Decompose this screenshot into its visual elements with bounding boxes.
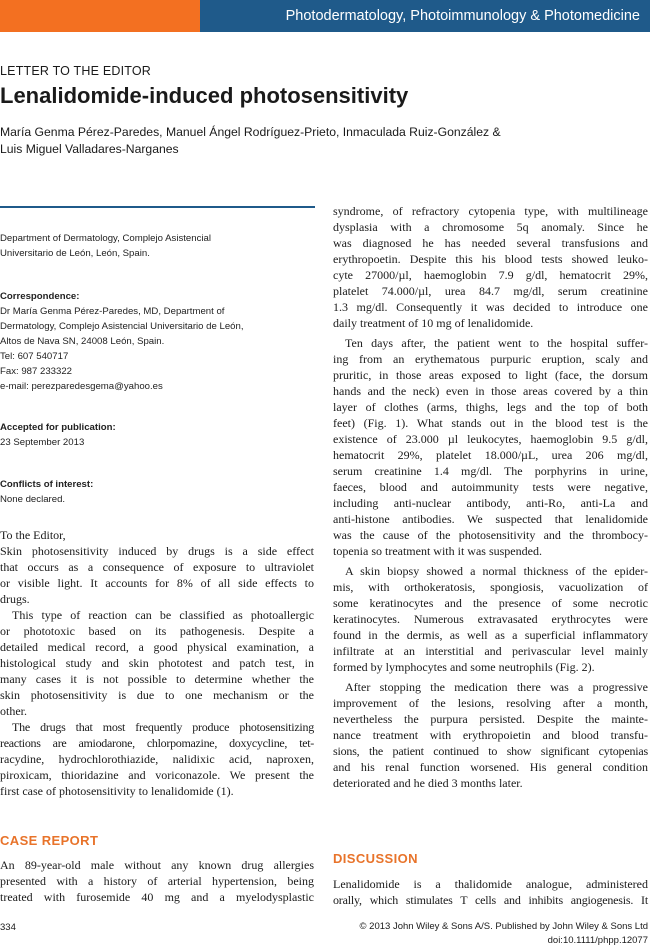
- body-line: After stopping the medication there was a progressive: [345, 680, 648, 694]
- body-line: detailed medical record, a good physical examination, a: [0, 640, 314, 654]
- body-line: sions, the patient continued to show significant cytopenias: [333, 744, 648, 758]
- salutation: To the Editor,: [0, 528, 66, 542]
- left-column: [0, 527, 314, 799]
- body-line: reactions are amiodarone, chlorpomazine, doxycycline, tet-: [0, 736, 314, 750]
- body-line: dysplasia with a chromosome 5q anomaly. Since he: [333, 220, 648, 234]
- body-line: was diagnosed he has needed several transfusions and: [333, 236, 648, 250]
- body-line: orally, which stimulates T cells and inhibits angiogenesis. It: [333, 893, 648, 907]
- correspondence-line: Dr María Genma Pérez-Paredes, MD, Department of: [0, 306, 225, 317]
- author-list: [0, 124, 600, 157]
- body-line: nevertheless the purpura persisted. Despite the mainte-: [333, 712, 648, 726]
- header-accent-bar: [0, 0, 200, 32]
- correspondence: [0, 289, 300, 394]
- correspondence-fax: Fax: 987 233322: [0, 366, 73, 377]
- article-type: LETTER TO THE EDITOR: [0, 64, 152, 78]
- body-line: treated with furosemide 40 mg and a myelodysplastic: [0, 890, 314, 904]
- case-report-heading: CASE REPORT: [0, 833, 99, 848]
- body-line: This type of reaction can be classified as photoallergic: [12, 608, 314, 622]
- copyright-notice: © 2013 John Wiley & Sons A/S. Published by John Wiley & Sons Ltd: [359, 921, 648, 932]
- doi: doi:10.1111/phpp.12077: [547, 935, 648, 946]
- body-line: existence of 23.000 µl leukocytes, haemoglobin 9.5 g/dl,: [333, 432, 648, 446]
- discussion-heading: DISCUSSION: [333, 851, 418, 866]
- body-line: racydine, hydrochlorothiazide, nalidixic acid, naproxen,: [0, 752, 314, 766]
- body-line: platelet 74.000/µl, urea 84.7 mg/dl, serum creatinine: [333, 284, 648, 298]
- correspondence-phone: Tel: 607 540717: [0, 351, 69, 362]
- accepted-date: 23 September 2013: [0, 437, 85, 448]
- body-line: many cases it is not possible to determine whether the: [0, 672, 314, 686]
- body-line: cyte 27000/µl, haemoglobin 7.9 g/dl, hematocrit 29%,: [333, 268, 648, 282]
- conflicts-heading: Conflicts of interest:: [0, 479, 94, 490]
- conflicts-info: [0, 477, 300, 507]
- accepted-info: [0, 420, 300, 450]
- body-line: improvement of the lesions, resolving after a month,: [333, 696, 648, 710]
- body-line: Skin photosensitivity induced by drugs is a side effect: [0, 544, 314, 558]
- case-report-text: [0, 857, 314, 905]
- body-line: histological study and skin phototest and patch test, in: [0, 656, 314, 670]
- affiliation-line: Universitario de León, León, Spain.: [0, 248, 150, 259]
- body-line: layer of clothes (arms, thighs, legs and the top of both: [333, 400, 648, 414]
- body-line: syndrome, of refractory cytopenia type, with multilineage: [333, 204, 648, 218]
- correspondence-email: e-mail: perezparedesgema@yahoo.es: [0, 381, 163, 392]
- body-line: mis, with orthokeratosis, spongiosis, vacuolization of: [333, 580, 648, 594]
- body-line: infiltrate at an interstitial and perivascular level mainly: [333, 644, 648, 658]
- body-line: formed by lymphocytes and some neutrophils (Fig. 2).: [333, 660, 595, 674]
- body-line: serum creatinine 1.4 mg/dl. The porphyrins in urine,: [333, 464, 648, 478]
- body-line: including anti-nuclear antibody, anti-Ro, anti-La and: [333, 496, 648, 510]
- page-number: 334: [0, 922, 16, 933]
- body-line: pruritic, in those areas exposed to light (face, the dorsum: [333, 368, 648, 382]
- body-line: hands and the neck) even in those areas covered by a thin: [333, 384, 648, 398]
- article-title: Lenalidomide-induced photosensitivity: [0, 83, 409, 108]
- body-line: other.: [0, 704, 27, 718]
- body-line: nance treatment with erythropoietin and blood transfu-: [333, 728, 648, 742]
- body-line: daily treatment of 10 mg of lenalidomide.: [333, 316, 534, 330]
- body-line: faeces, blood and autoimmunity tests were negative,: [333, 480, 648, 494]
- correspondence-line: Altos de Nava SN, 24008 León, Spain.: [0, 336, 165, 347]
- body-line: or phototoxic based on its pathogenesis. Despite a: [0, 624, 314, 638]
- body-line: erythropoetin. Despite this his blood tests showed leuko-: [333, 252, 648, 266]
- correspondence-heading: Correspondence:: [0, 291, 80, 302]
- body-line: Lenalidomide is a thalidomide analogue, administered: [333, 877, 648, 891]
- affiliation-line: Department of Dermatology, Complejo Asistencial: [0, 233, 211, 244]
- right-column: [333, 203, 648, 791]
- body-line: Ten days after, the patient went to the hospital suffer-: [345, 336, 648, 350]
- body-line: was the cause of the photosensitivity and the thrombocy-: [333, 528, 648, 542]
- body-line: A skin biopsy showed a normal thickness of the epider-: [345, 564, 648, 578]
- accepted-heading: Accepted for publication:: [0, 422, 116, 433]
- journal-name: Photodermatology, Photoimmunology & Photomedicine: [285, 8, 640, 24]
- body-line: found in the dermis, as well as a superficial inflammatory: [333, 628, 648, 642]
- conflicts-text: None declared.: [0, 494, 66, 505]
- body-line: that occurs as a consequence of exposure to ultraviolet: [0, 560, 314, 574]
- body-line: piroxicam, thioridazine and voriconazole. We present the: [0, 768, 314, 782]
- journal-header: [200, 0, 650, 32]
- body-line: first case of photosensitivity to lenalidomide (1).: [0, 784, 234, 798]
- discussion-text: [333, 876, 648, 908]
- body-line: keratinocytes. Numerous extravasated erythrocytes were: [333, 612, 648, 626]
- body-line: An 89-year-old male without any known drug allergies: [0, 858, 314, 872]
- author-line: Luis Miguel Valladares-Narganes: [0, 141, 179, 156]
- body-line: hematocrit 29%, platelet 18.000/µL, urea 206 mg/dl,: [333, 448, 648, 462]
- body-line: anti-histone antibodies. We suspected that lenalidomide: [333, 512, 648, 526]
- body-line: drugs.: [0, 592, 30, 606]
- body-line: ing from an erythematous purpuric eruption, scaly and: [333, 352, 648, 366]
- sidebar-divider: [0, 206, 315, 208]
- body-line: some keratinocytes and the presence of some necrotic: [333, 596, 648, 610]
- author-line: María Genma Pérez-Paredes, Manuel Ángel Rodríguez-Prieto, Inmaculada Ruiz-González &: [0, 125, 501, 139]
- body-line: presented with a history of arterial hypertension, being: [0, 874, 314, 888]
- body-line: and his renal function worsened. His general condition: [333, 760, 648, 774]
- body-line: feet) (Fig. 1). What stands out in the blood test is the: [333, 416, 648, 430]
- correspondence-line: Dermatology, Complejo Asistencial Universitario de León,: [0, 321, 244, 332]
- body-line: topenia so treatment with it was suspended.: [333, 544, 542, 558]
- affiliation: [0, 231, 300, 261]
- body-line: skin photosensitivity is due to one mechanism or the: [0, 688, 314, 702]
- body-line: deteriorated and he died 3 months later.: [333, 776, 523, 790]
- body-line: The drugs that most frequently produce photosensitizing: [12, 720, 314, 734]
- body-line: or visible light. It accounts for 8% of all side effects to: [0, 576, 314, 590]
- body-line: 1.3 mg/dl. Consequently it was decided to introduce one: [333, 300, 648, 314]
